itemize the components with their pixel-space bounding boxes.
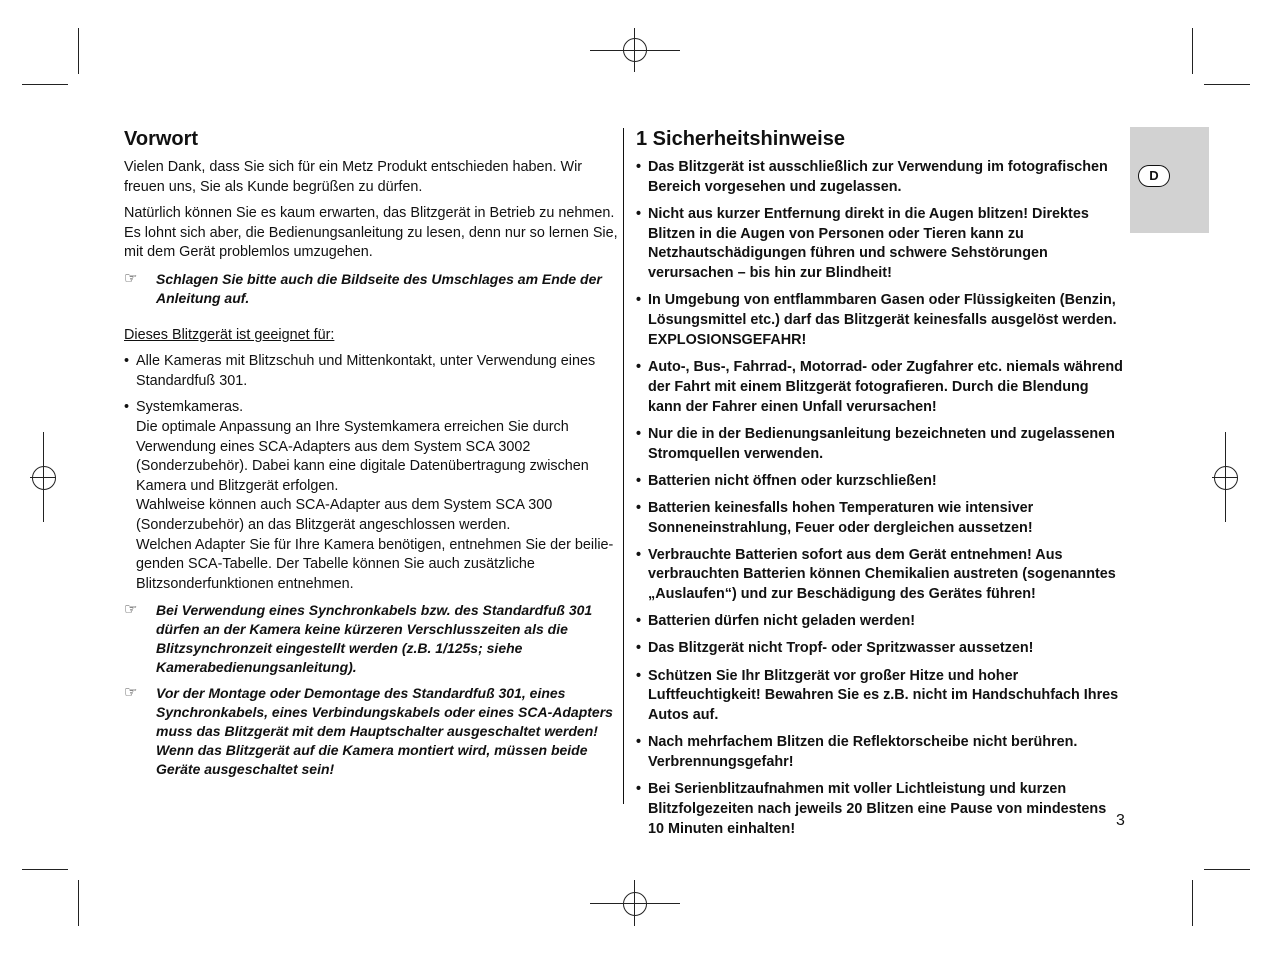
pointing-hand-icon: ☞ xyxy=(124,269,138,287)
safety-title: 1 Sicherheitshinweise xyxy=(636,128,845,150)
list-item xyxy=(124,398,618,594)
registration-line xyxy=(590,50,680,51)
list-item: • Auto-, Bus-, Fahrrad-, Motorrad- oder Zugfahrer etc. niemals während der Fahrt mit einem Blitzgerät fotografieren. Durch die Blendung kann der Fahrer einen Unfall verursachen! xyxy=(636,358,1126,417)
registration-line xyxy=(634,880,635,926)
list-item: • Batterien keinesfalls hohen Temperaturen wie intensiver Sonneneinstrahlung, Feuer oder dergleichen aussetzen! xyxy=(636,499,1126,539)
foreword-column xyxy=(124,126,618,786)
list-item: • Verbrauchte Batterien sofort aus dem Gerät entnehmen! Aus verbrauchten Batterien können Chemikalien austreten (sogenanntes „Auslaufen“) und zur Beschädigung des Gerätes führen! xyxy=(636,546,1126,605)
registration-line xyxy=(634,28,635,72)
note-text: Vor der Montage oder Demontage des Standardfuß 301, eines Synchronkabels, eines Verbindungskabels oder eines SCA-Adapters muss das Blitzgerät mit dem Hauptschalter ausgeschaltet werden! Wenn das Blitzgerät auf die Kamera montiert wird, müssen beide Geräte ausgeschaltet sein! xyxy=(156,685,613,777)
registration-mark-icon xyxy=(1214,466,1238,490)
note-text: Schlagen Sie bitte auch die Bildseite des Umschlages am Ende der Anleitung auf. xyxy=(156,270,602,306)
list-item: • Batterien dürfen nicht geladen werden! xyxy=(636,612,1126,632)
suitable-heading: Dieses Blitzgerät ist geeignet für: xyxy=(124,326,335,343)
list-item: • Nicht aus kurzer Entfernung direkt in die Augen blitzen! Direktes Blitzen in die Augen von Personen oder Tieren kann zu Netzhautschädigungen führen und schwere Sehstörungen verursachen – bis hin zur Blindheit! xyxy=(636,205,1126,284)
note xyxy=(124,684,618,778)
list-item-line: Die optimale Anpassung an Ihre Systemkamera erreichen Sie durch Verwendung eines SCA-Adapters aus dem System SCA 3002 (Sonderzubehör). Dabei kann eine digitale Datenübertragung zwischen Kamera und Blitzgerät erfolgen. xyxy=(136,418,589,494)
note xyxy=(124,601,618,676)
note-text: Bei Verwendung eines Synchronkabels bzw. des Standardfuß 301 dürfen an der Kamera keine kürzeren Verschlusszeiten als die Blitzsynchronzeit eingestellt werden (z.B. 1/125s; siehe Kamerabedienungsanleitung). xyxy=(156,602,593,675)
list-item-line: • Systemkameras. xyxy=(136,399,244,416)
pointing-hand-icon: ☞ xyxy=(124,684,138,702)
pointing-hand-icon: ☞ xyxy=(124,601,138,619)
page-number: 3 xyxy=(1116,812,1125,829)
list-item-line: Welchen Adapter Sie für Ihre Kamera benötigen, entnehmen Sie der beiliegenden SCA-Tabelle. Der Tabelle können Sie auch zusätzliche Blitzsonderfunktionen entnehmen. xyxy=(136,536,614,592)
crop-mark xyxy=(22,84,68,85)
crop-mark xyxy=(78,880,79,926)
language-badge: D xyxy=(1138,165,1170,187)
list-item: • Bei Serienblitzaufnahmen mit voller Lichtleistung und kurzen Blitzfolgezeiten nach jeweils 20 Blitzen eine Pause von mindestens 10 Minuten einhalten! xyxy=(636,780,1126,839)
list-item: • Nur die in der Bedienungsanleitung bezeichneten und zugelassenen Stromquellen verwenden. xyxy=(636,425,1126,465)
crop-mark xyxy=(1204,869,1250,870)
list-item: • Das Blitzgerät nicht Tropf- oder Spritzwasser aussetzen! xyxy=(636,639,1126,659)
crop-mark xyxy=(78,28,79,74)
list-item: • Das Blitzgerät ist ausschließlich zur Verwendung im fotografischen Bereich vorgesehen und zugelassen. xyxy=(636,158,1126,198)
registration-mark-icon xyxy=(623,892,647,916)
list-item: • Alle Kameras mit Blitzschuh und Mittenkontakt, unter Verwendung eines Standardfuß 301. xyxy=(124,352,618,391)
foreword-paragraph: Vielen Dank, dass Sie sich für ein Metz Produkt entschieden haben. Wir freuen uns, Sie als Kunde begrüßen zu dürfen. xyxy=(124,159,583,195)
registration-line xyxy=(43,432,44,522)
list-item: • Schützen Sie Ihr Blitzgerät vor großer Hitze und hoher Luftfeuchtigkeit! Bewahren Sie es z.B. nicht im Handschuhfach Ihres Autos auf. xyxy=(636,667,1126,726)
column-divider xyxy=(623,128,624,804)
registration-line xyxy=(590,903,680,904)
registration-mark-icon xyxy=(32,466,56,490)
safety-column xyxy=(636,126,1126,847)
list-item-line: Wahlweise können auch SCA-Adapter aus dem System SCA 300 (Sonderzubehör) an das Blitzgerät angeschlossen werden. xyxy=(136,497,553,533)
language-tab xyxy=(1130,127,1209,233)
note xyxy=(124,270,618,308)
crop-mark xyxy=(22,869,68,870)
list-item: • Nach mehrfachem Blitzen die Reflektorscheibe nicht berühren. Verbrennungsgefahr! xyxy=(636,733,1126,773)
registration-line xyxy=(1225,432,1226,522)
crop-mark xyxy=(1192,880,1193,926)
crop-mark xyxy=(1192,28,1193,74)
list-item: • In Umgebung von entflammbaren Gasen oder Flüssigkeiten (Benzin, Lösungsmittel etc.) darf das Blitzgerät keinesfalls ausgelöst werden. EXPLOSIONSGEFAHR! xyxy=(636,291,1126,350)
foreword-title: Vorwort xyxy=(124,128,199,150)
foreword-paragraph: Natürlich können Sie es kaum erwarten, das Blitzgerät in Betrieb zu nehmen. Es lohnt sich aber, die Bedienungsanleitung zu lesen, denn nur so lernen Sie, mit dem Gerät problemlos umzugehen. xyxy=(124,205,618,261)
crop-mark xyxy=(1204,84,1250,85)
list-item: • Batterien nicht öffnen oder kurzschließen! xyxy=(636,472,1126,492)
